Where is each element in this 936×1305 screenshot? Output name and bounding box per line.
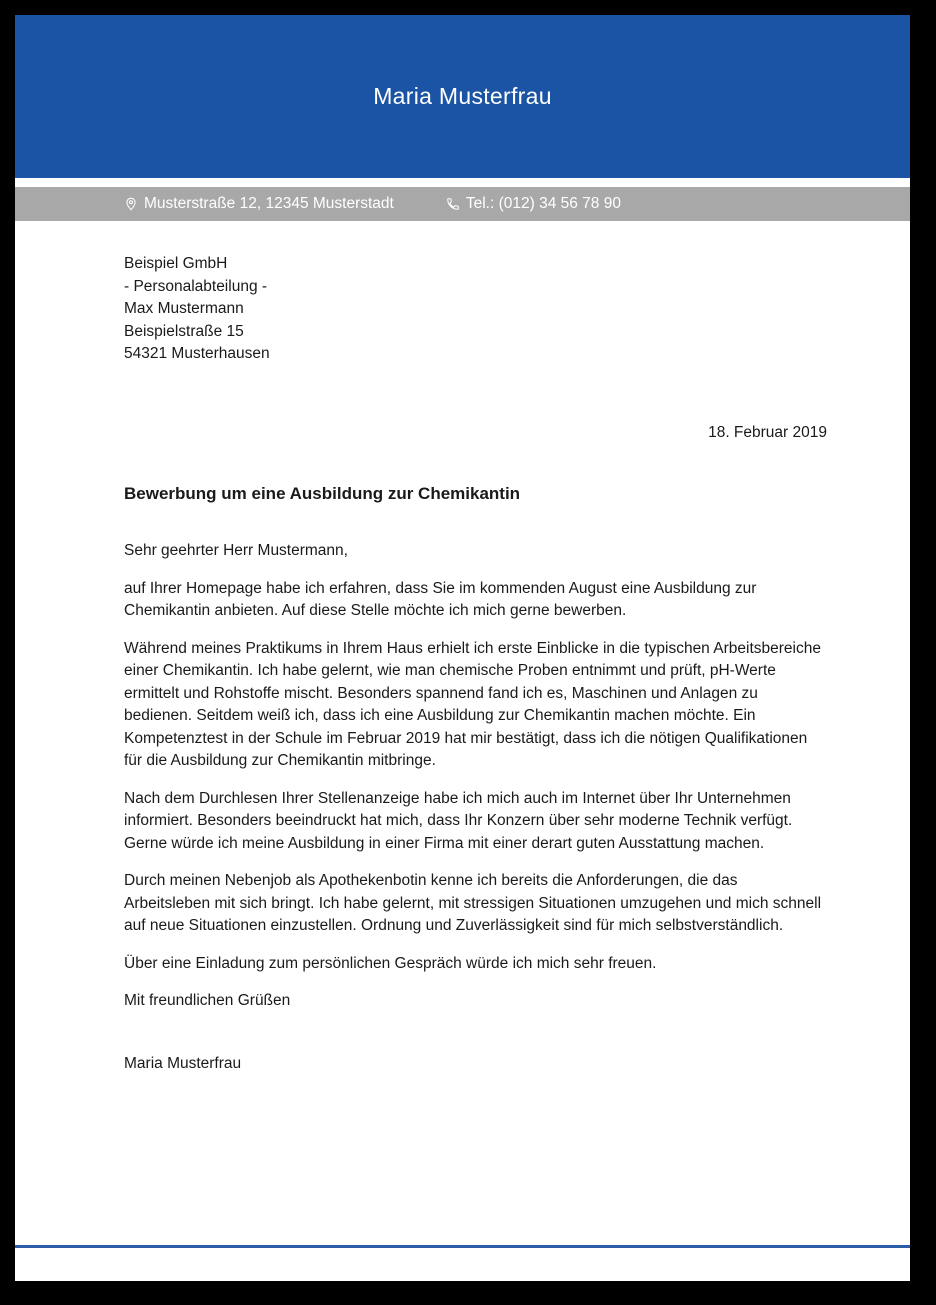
- letter-body: [124, 253, 827, 1075]
- letter-date: 18. Februar 2019: [708, 423, 827, 441]
- phone-icon: [446, 197, 460, 211]
- recipient-line: - Personalabteilung -: [124, 277, 268, 295]
- letterhead-banner: [15, 15, 910, 178]
- body-paragraph: Durch meinen Nebenjob als Apothekenbotin kenne ich bereits die Anforderungen, die das Arbeitsleben mit sich bringt. Ich habe gelernt, mit stressigen Situationen umzugehen und mich schnell auf neue Situationen einzustellen. Ordnung und Zuverlässigkeit sind für mich selbstverständlich.: [124, 872, 822, 934]
- signature-name: Maria Musterfrau: [124, 1054, 242, 1072]
- location-pin-icon: [124, 197, 138, 211]
- phone-text: Tel.: (012) 34 56 78 90: [465, 195, 621, 212]
- regards-line: Mit freundlichen Grüßen: [124, 992, 291, 1009]
- body-paragraph: Während meines Praktikums in Ihrem Haus erhielt ich erste Einblicke in die typischen Arbeitsbereiche einer Chemikantin. Ich habe gelernt, wie man chemische Proben entnimmt und prüft, pH-Werte ermittelt und Rohstoffe mischt. Besonders spannend fand ich es, Maschinen und Anlagen zu bedienen. Seitdem weiß ich, dass ich eine Ausbildung zur Chemikantin machen möchte. Ein Kompetenztest in der Schule im Februar 2019 hat mir bestätigt, dass ich die nötigen Qualifikationen für die Ausbildung zur Chemikantin mitbringe.: [124, 639, 821, 769]
- footer-accent-line: [15, 1245, 910, 1248]
- recipient-address-block: [124, 253, 827, 366]
- recipient-line: 54321 Musterhausen: [124, 345, 270, 362]
- header-divider-gap: [15, 178, 910, 187]
- recipient-line: Max Mustermann: [124, 300, 244, 317]
- address-item: [124, 195, 394, 213]
- applicant-name: Maria Musterfrau: [373, 83, 552, 109]
- contact-bar: [15, 187, 910, 221]
- body-paragraph: Nach dem Durchlesen Ihrer Stellenanzeige habe ich mich auch im Internet über Ihr Unternehmen informiert. Besonders beeindruckt hat mich, dass Ihr Konzern über sehr moderne Technik verfügt. Gerne würde ich meine Ausbildung in einer Firma mit einer derart guten Ausstattung machen.: [124, 789, 793, 852]
- salutation: Sehr geehrter Herr Mustermann,: [124, 542, 348, 559]
- recipient-line: Beispiel GmbH: [124, 255, 228, 272]
- subject-line: Bewerbung um eine Ausbildung zur Chemikantin: [124, 484, 521, 503]
- body-paragraph: auf Ihrer Homepage habe ich erfahren, dass Sie im kommenden August eine Ausbildung zur Chemikantin anbieten. Auf diese Stelle möchte ich mich gerne bewerben.: [124, 579, 757, 619]
- letter-page: [15, 15, 910, 1281]
- recipient-line: Beispielstraße 15: [124, 322, 244, 340]
- closing-line: Über eine Einladung zum persönlichen Gespräch würde ich mich sehr freuen.: [124, 954, 657, 972]
- address-text: Musterstraße 12, 12345 Musterstadt: [144, 195, 394, 212]
- phone-item: [446, 195, 621, 213]
